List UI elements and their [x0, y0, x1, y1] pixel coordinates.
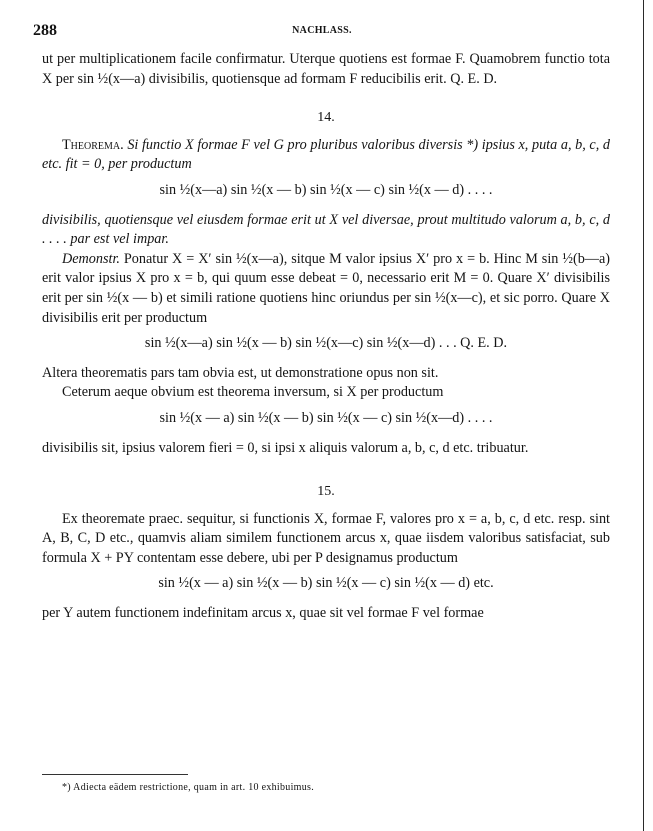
paragraph-last: per Y autem functionem indefinitam arcus x, quae sit vel formae F vel formae — [42, 605, 484, 622]
formula-product-2: sin ½(x—a) sin ½(x — b) sin ½(x—c) sin ½(x—d) . . . Q. E. D. — [144, 335, 508, 352]
demonstration-text: Ponatur X = X′ sin ½(x—a), sitque M valor ipsius X′ pro x = b. Hinc M sin ½(b—a) erit valor ipsius X pro x = b, qui quum esse debeat = 0, necessario erit M = 0. Quare X′ divisibilis erit per sin ½(x — b) et simili ratione quotiens hinc oriundus per sin ½(x—c), et sic porro. Quare X divisibilis erit per productum — [42, 250, 611, 326]
paragraph-divisibilis: divisibilis sit, ipsius valorem fieri = 0, si ipsi x aliquis valorum a, b, c, d etc. tribuatur. — [42, 439, 529, 456]
paragraph-ceterum: Ceterum aeque obvium est theorema inversum, si X per productum — [62, 384, 444, 401]
page-edge — [643, 0, 653, 831]
theorem-statement — [42, 136, 610, 175]
paragraph-altera: Altera theorematis pars tam obvia est, ut demonstratione opus non sit. — [42, 364, 439, 381]
demonstration-label: Demonstr. — [62, 250, 120, 267]
running-header — [33, 22, 611, 42]
running-title: NACHLASS. — [292, 25, 352, 36]
footnote-rule — [42, 774, 188, 775]
paragraph-continuation: ut per multiplicationem facile confirmatur. Uterque quotiens est formae F. Quamobrem functio tota X per sin ½(x—a) divisibilis, quotiensque ad formam F reducibilis erit. Q. E. D. — [42, 51, 610, 87]
formula-product-4: sin ½(x — a) sin ½(x — b) sin ½(x — c) sin ½(x — d) etc. — [158, 575, 494, 592]
formula-product-3: sin ½(x — a) sin ½(x — b) sin ½(x — c) sin ½(x—d) . . . . — [159, 409, 493, 426]
theorem-continuation: divisibilis, quotiensque vel eiusdem formae erit ut X vel diversae, prout multitudo valorum a, b, c, d . . . . par est vel impar. — [42, 211, 610, 248]
paragraph-15: Ex theoremate praec. sequitur, si functionis X, formae F, valores pro x = a, b, c, d etc. resp. sint A, B, C, D etc., quamvis aliam similem functionem arcus x, quae iisdem valoribus satisfaciat, sub formula X + PY contentam esse debere, ubi per P designamus productum — [42, 510, 610, 566]
page-number: 288 — [33, 22, 57, 39]
theorem-label: Theorema. — [62, 136, 124, 153]
section-number-15: 15. — [317, 484, 335, 500]
theorem-text: Si functio X formae F vel G pro pluribus valoribus diversis *) ipsius x, puta a, b, c, d etc. fit = 0, per productum — [42, 136, 610, 173]
footnote: *) Adiecta eädem restrictione, quam in art. 10 exhibuimus. — [62, 782, 315, 793]
formula-product-1: sin ½(x—a) sin ½(x — b) sin ½(x — c) sin ½(x — d) . . . . — [159, 181, 493, 198]
demonstration — [42, 250, 610, 328]
page-body — [42, 50, 610, 624]
section-number-14: 14. — [317, 110, 335, 126]
